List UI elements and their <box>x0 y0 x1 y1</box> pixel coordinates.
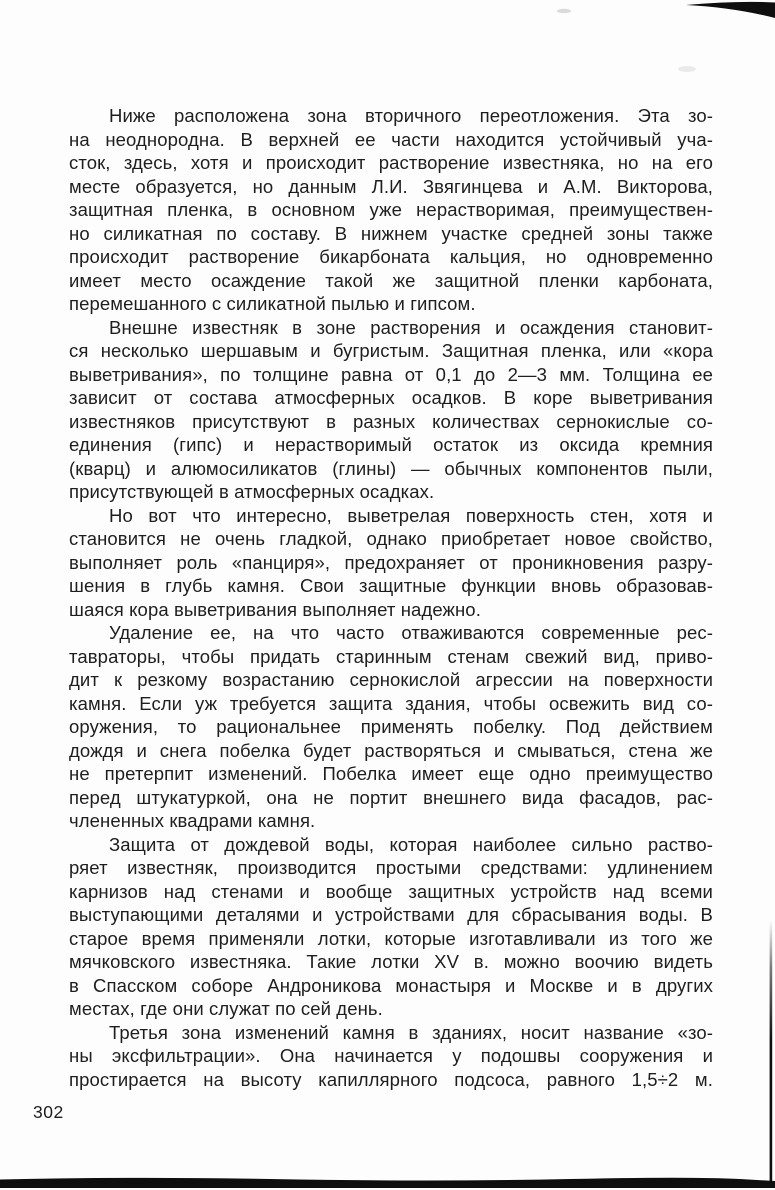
text-line: на неоднородна. В верхней ее части находится устойчивый уча- <box>69 128 713 150</box>
text-line: старое время применяли лотки, которые изготавливали из того же <box>69 927 713 949</box>
text-line: местах, где они служат по сей день. <box>69 998 383 1019</box>
page-text <box>69 104 713 1091</box>
text-line: Третья зона изменений камня в зданиях, носит название «зо- <box>109 1021 713 1043</box>
scan-smudge <box>557 9 571 13</box>
text-line: месте образуется, но данным Л.И. Звягинцева и А.М. Викторова, <box>69 175 713 197</box>
text-line: шения в глубь камня. Свои защитные функции вновь образовав- <box>69 575 713 596</box>
text-line: члененных квадрами камня. <box>69 810 316 831</box>
text-line: камня. Если уж требуется защита здания, чтобы освежить вид со- <box>69 692 713 714</box>
text-line: имеет место осаждение такой же защитной пленки карбоната, <box>69 269 713 291</box>
text-line: зависит от состава атмосферных осадков. В коре выветривания <box>69 387 713 408</box>
text-line: Защита от дождевой воды, которая наиболее сильно раство- <box>109 833 713 855</box>
text-line: становится не очень гладкой, однако приобретает новое свойство, <box>69 528 713 549</box>
scan-artifact-top-right-icon <box>686 2 775 18</box>
text-line: не претерпит изменений. Побелка имеет еще одно преимущество <box>69 763 713 784</box>
text-line: ся несколько шершавым и бугристым. Защитная пленка, или «кора <box>69 340 713 361</box>
text-line: выступающими деталями и устройствами для сбрасывания воды. В <box>69 904 713 925</box>
text-line: происходит растворение бикарбоната кальция, но одновременно <box>69 246 713 267</box>
text-line: выполняет роль «панциря», предохраняет от проникновения разру- <box>69 551 713 573</box>
text-line: единения (гипс) и нерастворимый остаток из оксида кремния <box>69 434 713 455</box>
text-line: Удаление ее, на что часто отваживаются современные рес- <box>109 622 713 643</box>
text-line: оружения, то рациональнее применять побелку. Под действием <box>69 716 713 737</box>
text-line: шаяся кора выветривания выполняет надежно. <box>69 598 481 620</box>
text-line: перед штукатуркой, она не портит внешнего вида фасадов, рас- <box>69 786 713 808</box>
page-number: 302 <box>33 1102 64 1122</box>
text-line: известняков присутствуют в разных количествах сернокислые со- <box>69 410 713 432</box>
text-line: ряет известняк, производится простыми средствами: удлинением <box>69 857 713 878</box>
text-line: дит к резкому возрастанию сернокислой агрессии на поверхности <box>69 669 713 690</box>
text-line: но силикатная по составу. В нижнем участке средней зоны также <box>69 222 713 244</box>
text-line: в Спасском соборе Андроникова монастыря и Москве и в других <box>69 974 713 996</box>
text-line: простирается на высоту капиллярного подсоса, равного 1,5÷2 м. <box>69 1068 713 1090</box>
text-line: Но вот что интересно, выветрелая поверхность стен, хотя и <box>109 504 713 526</box>
text-line: карнизов над стенами и вообще защитных устройств над всеми <box>69 880 713 902</box>
text-line: Ниже расположена зона вторичного переотложения. Эта зо- <box>109 105 713 126</box>
text-line: присутствующей в атмосферных осадках. <box>69 481 435 502</box>
scan-artifact-right-edge <box>770 920 773 1186</box>
text-line: перемешанного с силикатной пылью и гипсом. <box>69 293 476 314</box>
scan-artifact-bottom-edge <box>0 1178 775 1188</box>
scan-smudge <box>678 66 696 72</box>
text-line: дождя и снега побелка будет растворяться и смываться, стена же <box>69 739 713 761</box>
text-line: выветривания», по толщине равна от 0,1 до 2—3 мм. Толщина ее <box>69 363 713 385</box>
text-line: Внешне известняк в зоне растворения и осаждения становит- <box>109 316 713 338</box>
text-line: (кварц) и алюмосиликатов (глины) — обычных компонентов пыли, <box>69 457 713 479</box>
text-line: мячковского известняка. Такие лотки XV в. можно воочию видеть <box>69 951 713 972</box>
text-line: ны эксфильтрации». Она начинается у подошвы сооружения и <box>69 1045 713 1066</box>
text-line: защитная пленка, в основном уже нерастворимая, преимуществен- <box>69 199 713 220</box>
text-line: тавраторы, чтобы придать старинным стенам свежий вид, приво- <box>69 645 713 667</box>
text-line: сток, здесь, хотя и происходит растворение известняка, но на его <box>69 152 713 173</box>
